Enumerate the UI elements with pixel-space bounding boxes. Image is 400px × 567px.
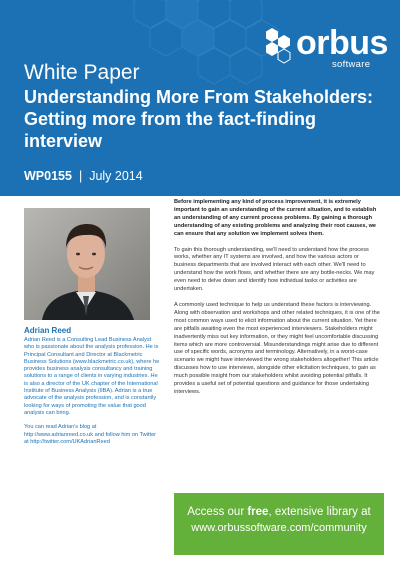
author-name: Adrian Reed xyxy=(24,326,72,335)
banner-url-link[interactable]: www.orbussoftware.com/community xyxy=(191,522,367,534)
lead-paragraph: Before implementing any kind of process improvement, it is extremely important to gain an understanding of the current situation, and to establish an understanding of any current process problems. By gaining a thorough understanding of any existing problems and analyzing their root causes, we can ensure that any solution we implement solves them. xyxy=(174,199,377,237)
orbus-hexagon-logo-icon xyxy=(262,26,296,66)
banner-text-pre: Access our xyxy=(187,506,248,518)
banner-text-free: free xyxy=(247,506,269,518)
community-library-banner[interactable] xyxy=(174,493,384,555)
orbus-logo xyxy=(262,26,394,76)
author-bio-text: Adrian Reed is a Consulting Lead Business Analyst who is passionate about the analysis profession. He is Principal Consultant and Director at Blackmetric Business Solutions (www.blackmetric.co.uk), where he provides business analysis consultancy and training solutions to a range of clients in varying industries. He is also a director of the UK chapter of the International Institute of Business Analysis (IIBA). Adrian is a true advocate of the analysis profession, and is constantly looking for ways of promoting the value that good analysis can bring. xyxy=(24,337,160,416)
logo-wordmark: orbus xyxy=(296,24,388,62)
body-paragraph-2: A commonly used technique to help us understand these factors is interviewing. Along with observation and workshops and other related techniques, it is one of the most common ways used to elicit information about the current situation. Yet there are pitfalls awaiting even the most experienced interviewers. Stakeholders might inadvertently miss out key information, or they might feel uncomfortable discussing items which are more controversial. Misunderstandings might arise due to different use of specific words, acronyms and terminology. Alternatively, in a worst-case scenario we might have interviewed the wrong stakeholders altogether! This article discusses how to use interviews, alongside other elicitation techniques, to gain as much possible insight from our stakeholders whilst avoiding potential pitfalls. It provides a useful set of potential questions and guidance for those undertaking interviews. xyxy=(174,301,380,395)
author-bio xyxy=(24,337,160,453)
banner-headline xyxy=(174,505,384,519)
author-links: You can read Adrian's blog at http://www.adrianreed.co.uk and follow him on Twitter at http://twitter.com/UKAdrianReed xyxy=(24,424,157,445)
banner-text-post: , extensive library at xyxy=(268,506,371,518)
author-photo xyxy=(24,208,150,320)
document-code: WP0155 xyxy=(24,169,72,183)
document-title: Understanding More From Stakeholders: Getting more from the fact-finding interview xyxy=(24,87,374,151)
logo-tagline: software xyxy=(332,59,371,70)
document-date: July 2014 xyxy=(89,169,143,183)
body-paragraph-1: To gain this thorough understanding, we'll need to understand how the process works, whether any IT systems are involved, and how the various actors or business departments that are involved interact with each other. We'll need to understand how the work flows, and whether there are any bottle-necks. We may even need to delve down and identify how individual tasks or activities are undertaken. xyxy=(174,246,375,293)
document-type: White Paper xyxy=(24,61,140,84)
document-meta xyxy=(24,169,143,183)
meta-separator: | xyxy=(78,169,83,183)
header-band xyxy=(0,0,400,196)
author-portrait-illustration xyxy=(24,208,150,320)
article-body xyxy=(174,199,382,405)
